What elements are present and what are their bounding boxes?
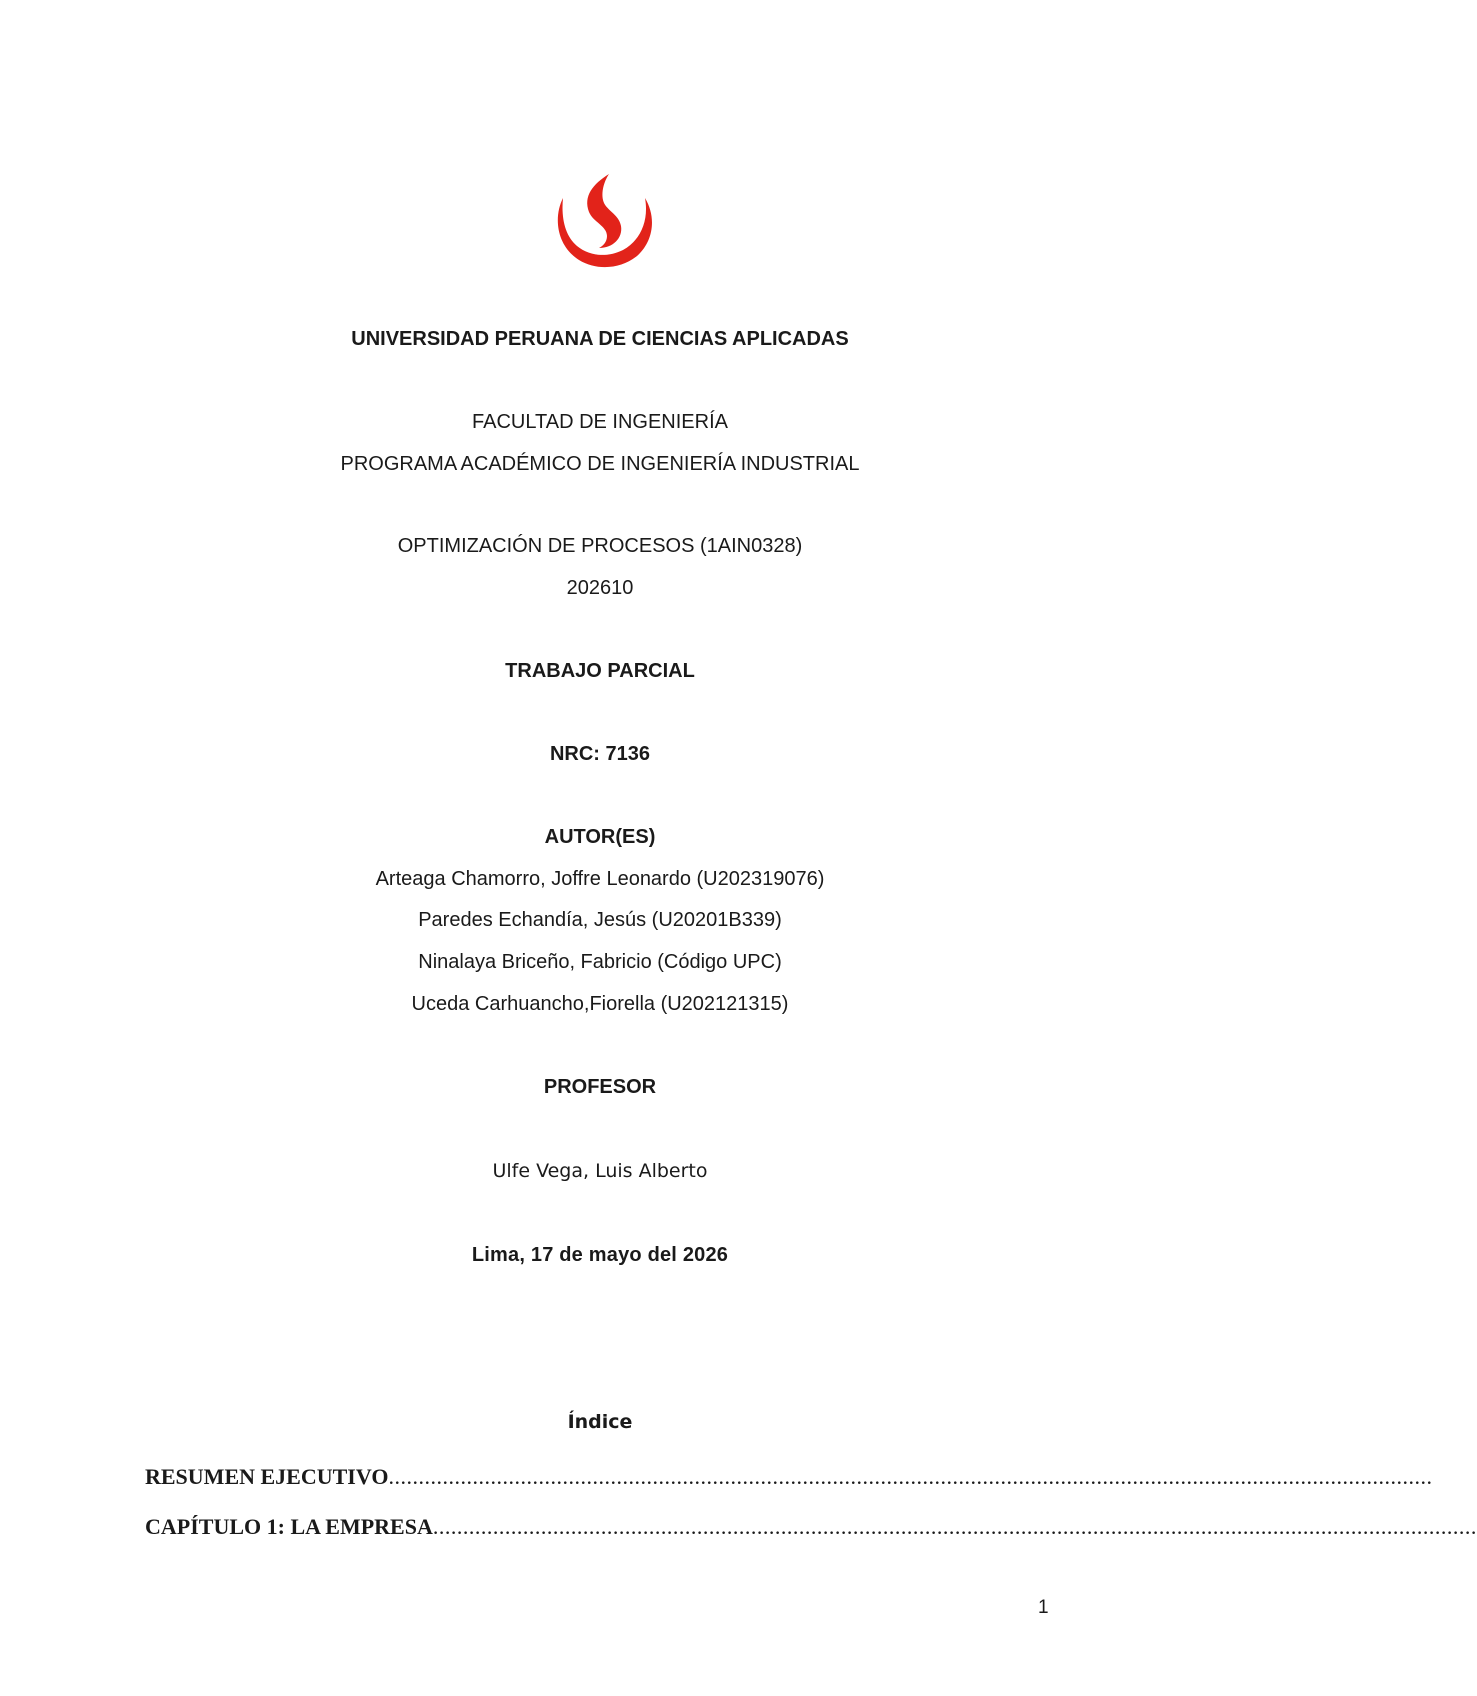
professor-heading: PROFESOR [543, 1076, 657, 1098]
toc-entry-label: RESUMEN EJECUTIVO [145, 1464, 389, 1489]
faculty-name: FACULTAD DE INGENIERÍA [472, 411, 728, 433]
upc-flame-logo-icon [553, 170, 655, 270]
toc-entry-capitulo-1[interactable] [145, 1512, 1477, 1542]
toc-entry-label: CAPÍTULO 1: LA EMPRESA [145, 1514, 433, 1539]
toc-leader-dots: .............................................................................................................................................................................. [388, 1464, 1433, 1489]
nrc-code: NRC: 7136 [549, 743, 651, 765]
toc-title: Índice [567, 1411, 633, 1433]
author-item: Ninalaya Briceño, Fabricio (Código UPC) [418, 951, 782, 973]
author-item: Uceda Carhuancho,Fiorella (U202121315) [411, 993, 789, 1015]
toc-entry-resumen-ejecutivo[interactable] [145, 1462, 1433, 1492]
page-number: 1 [1038, 1597, 1049, 1618]
toc-leader-dots: .............................................................................................................................................................................. [432, 1514, 1477, 1539]
authors-heading: AUTOR(ES) [544, 826, 656, 848]
place-date: Lima, 17 de mayo del 2026 [471, 1244, 729, 1266]
professor-name: Ulfe Vega, Luis Alberto [492, 1160, 708, 1182]
course-name: OPTIMIZACIÓN DE PROCESOS (1AIN0328) [397, 535, 803, 557]
author-item: Paredes Echandía, Jesús (U20201B339) [418, 909, 782, 931]
author-item: Arteaga Chamorro, Joffre Leonardo (U202319076) [375, 868, 825, 890]
term-code: 202610 [566, 577, 634, 599]
university-name: UNIVERSIDAD PERUANA DE CIENCIAS APLICADAS [351, 328, 849, 350]
program-name: PROGRAMA ACADÉMICO DE INGENIERÍA INDUSTRIAL [340, 453, 860, 475]
work-type: TRABAJO PARCIAL [505, 660, 695, 682]
logo-flame [587, 174, 621, 248]
